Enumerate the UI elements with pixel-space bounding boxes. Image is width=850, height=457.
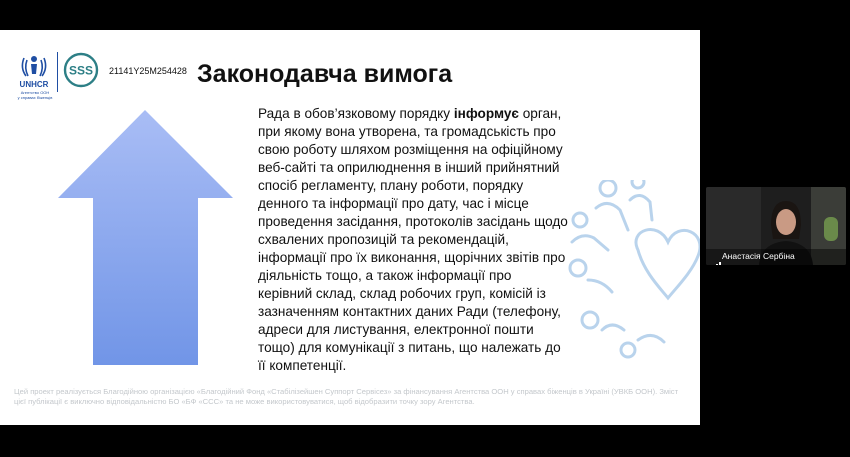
slide-body-text: Рада в обов’язковому порядку інформує орган, при якому вона утворена, та громадськість про свою роботу шляхом розміщення на офіційному веб-сайті та оприлюднення в інший прийнятний спосіб регламенту, плану роботи, порядку денного та інформації про дату, час і місце проведення засідання, протоколів засідань щодо схвалених пропозицій та рекомендацій, інформації про їх виконання, щорічних звітів про діяльність тощо, а також інформації про керівний склад, склад робочих груп, комісій із зазначенням контактних даних Ради (телефону, адреси для листування, електронної пошти тощо) для комунікації з питань, що належать до її компетенції. bbox=[258, 106, 568, 373]
presentation-slide bbox=[0, 30, 700, 425]
sss-emblem-icon bbox=[63, 52, 99, 88]
top-letterbox bbox=[0, 0, 850, 30]
signal-bars-icon bbox=[710, 253, 722, 265]
unhcr-emblem-icon bbox=[14, 50, 54, 80]
unhcr-logo-text: UNHCR bbox=[19, 80, 49, 89]
slide-code: 21141Y25M254428 bbox=[109, 66, 187, 76]
slide-title: Законодавча вимога bbox=[197, 60, 453, 88]
unhcr-logo-subtitle: Агентство ООН у справах біженців bbox=[17, 90, 53, 100]
up-arrow-graphic bbox=[58, 110, 233, 365]
emphasis-word: інформує bbox=[453, 106, 519, 121]
people-heart-decoration bbox=[568, 180, 700, 360]
logo-divider bbox=[57, 52, 58, 92]
background-plant bbox=[824, 217, 838, 241]
participant-video-tile[interactable] bbox=[706, 187, 846, 265]
unhcr-logo bbox=[14, 50, 54, 102]
sss-logo-text: SSS bbox=[68, 63, 94, 78]
participant-name: Анастасія Сербіна bbox=[722, 251, 795, 261]
funding-disclaimer: Цей проект реалізується Благодійною організацією «Благодійний Фонд «Стабілізейшен Суппорт Сервісез» за фінансування Агентства ООН у справах біженців в Україні (УВКБ ООН). Зміст цієї публікації є виключно відповідальністю БО «БФ «ССС» та не може використовуватися, щоб відобразити точку зору Агентства. bbox=[14, 387, 679, 406]
sss-logo bbox=[63, 52, 99, 88]
